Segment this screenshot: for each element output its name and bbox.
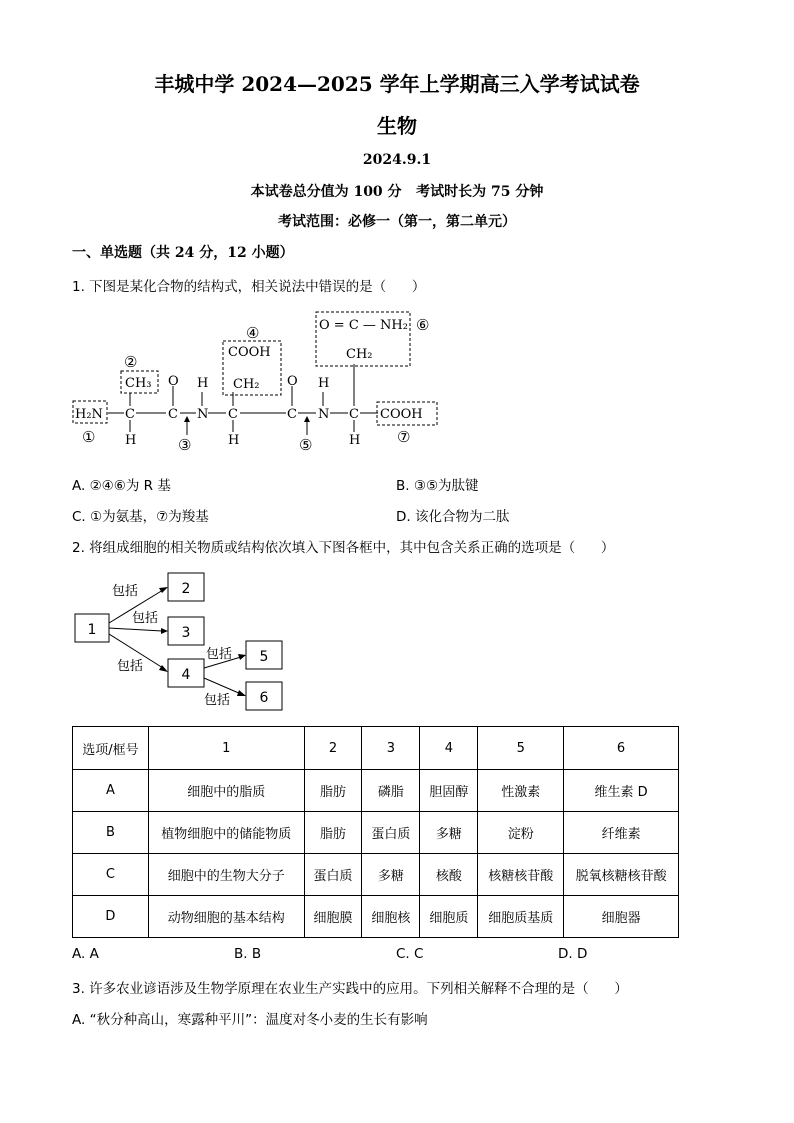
q1-option-c[interactable]: C. ①为氨基，⑦为羧基	[72, 509, 209, 525]
table-cell: 蛋白质	[304, 854, 362, 896]
table-cell: 选项/框号	[73, 727, 149, 770]
amide-n-2: N	[318, 407, 330, 422]
marker-5: ⑤	[299, 436, 313, 454]
side-chain-ch2: CH₂	[233, 377, 260, 392]
table-cell: 脂肪	[304, 770, 362, 812]
amide-n-1: N	[197, 407, 209, 422]
alpha-carbon-1: C	[125, 407, 135, 422]
q1-option-b[interactable]: B. ③⑤为肽键	[396, 478, 479, 494]
table-cell: A	[73, 770, 149, 812]
q1-option-a[interactable]: A. ②④⑥为 R 基	[72, 478, 171, 494]
include-label-3: 包括	[117, 659, 144, 674]
marker-7: ⑦	[397, 428, 411, 446]
q2-option-b[interactable]: B. B	[234, 946, 262, 962]
amide-h-1: H	[197, 376, 209, 391]
marker-1: ①	[82, 428, 96, 446]
box-2-label: 1	[87, 622, 97, 638]
table-cell: 性激素	[478, 770, 564, 812]
table-cell: 3	[362, 727, 420, 770]
table-cell: 维生素 D	[564, 770, 679, 812]
carbonyl-o-2: O	[287, 374, 298, 389]
box-5-label: 5	[259, 649, 269, 665]
inclusion-diagram	[72, 568, 302, 718]
table-cell: 植物细胞中的储能物质	[148, 812, 304, 854]
include-label-5: 包括	[204, 693, 231, 708]
table-cell: 脂肪	[304, 812, 362, 854]
section-heading: 一、单选题（共 24 分，12 小题）	[72, 245, 294, 261]
table-cell: 1	[148, 727, 304, 770]
table-cell: 多糖	[420, 812, 478, 854]
table-cell: 多糖	[362, 854, 420, 896]
table-cell: 细胞质	[420, 896, 478, 938]
q3-stem: 3. 许多农业谚语涉及生物学原理在农业生产实践中的应用。下列相关解释不合理的是（ ）	[72, 981, 628, 997]
side-chain-cooh: COOH	[228, 345, 271, 360]
table-cell: 5	[478, 727, 564, 770]
methyl-group: CH₃	[125, 376, 152, 391]
h-1: H	[125, 433, 137, 448]
exam-date: 2024.9.1	[362, 152, 432, 168]
carboxyl-group: COOH	[380, 407, 423, 422]
table-row	[73, 812, 679, 854]
marker-3: ③	[178, 436, 192, 454]
options-table	[72, 726, 679, 938]
marker-4: ④	[246, 324, 260, 342]
table-cell: 核糖核苷酸	[478, 854, 564, 896]
table-row	[73, 770, 679, 812]
table-cell: 磷脂	[362, 770, 420, 812]
table-cell: 细胞核	[362, 896, 420, 938]
table-cell: 细胞中的脂质	[148, 770, 304, 812]
box-3-label: 3	[181, 625, 191, 641]
table-row	[73, 896, 679, 938]
side-chain-ch2-b: CH₂	[346, 347, 373, 362]
q2-option-a[interactable]: A. A	[72, 946, 99, 962]
carbonyl-c-1: C	[168, 407, 178, 422]
table-cell: 6	[564, 727, 679, 770]
carbonyl-c-2: C	[287, 407, 297, 422]
subject-title: 生物	[377, 114, 417, 138]
table-cell: 细胞器	[564, 896, 679, 938]
q1-option-d[interactable]: D. 该化合物为二肽	[396, 509, 510, 525]
table-cell: B	[73, 812, 149, 854]
table-cell: 动物细胞的基本结构	[148, 896, 304, 938]
exam-title: 丰城中学 2024—2025 学年上学期高三入学考试试卷	[154, 72, 640, 96]
table-row	[73, 854, 679, 896]
carbonyl-o-1: O	[168, 374, 179, 389]
alpha-carbon-3: C	[349, 407, 359, 422]
table-cell: C	[73, 854, 149, 896]
table-cell: 纤维素	[564, 812, 679, 854]
box-6-label: 6	[259, 690, 269, 706]
marker-6: ⑥	[416, 316, 430, 334]
marker-2: ②	[124, 353, 138, 371]
box-4-label: 4	[181, 667, 191, 683]
table-cell: 细胞膜	[304, 896, 362, 938]
include-label-2: 包括	[132, 611, 159, 626]
alpha-carbon-2: C	[228, 407, 238, 422]
table-cell: 2	[304, 727, 362, 770]
amide-h-2: H	[318, 376, 330, 391]
box-1-label: 2	[181, 581, 191, 597]
table-cell: 核酸	[420, 854, 478, 896]
q2-option-c[interactable]: C. C	[396, 946, 424, 962]
h-2: H	[228, 433, 240, 448]
q1-stem: 1. 下图是某化合物的结构式，相关说法中错误的是（ ）	[72, 279, 426, 295]
q3-option-a[interactable]: A. “秋分种高山，寒露种平川”：温度对冬小麦的生长有影响	[72, 1012, 428, 1028]
exam-scope: 考试范围：必修一（第一，第二单元）	[278, 214, 516, 230]
table-cell: 脱氧核糖核苷酸	[564, 854, 679, 896]
h-3: H	[349, 433, 361, 448]
table-cell: 细胞质基质	[478, 896, 564, 938]
structural-formula	[70, 310, 450, 460]
include-label-1: 包括	[112, 584, 139, 599]
side-chain-amide: O = C — NH₂	[319, 318, 408, 333]
table-cell: 胆固醇	[420, 770, 478, 812]
table-cell: D	[73, 896, 149, 938]
q2-stem: 2. 将组成细胞的相关物质或结构依次填入下图各框中，其中包含关系正确的选项是（ ）	[72, 540, 615, 556]
score-time: 本试卷总分值为 100 分 考试时长为 75 分钟	[250, 184, 544, 200]
include-label-4: 包括	[206, 647, 233, 662]
table-cell: 淀粉	[478, 812, 564, 854]
amino-group: H₂N	[75, 407, 103, 422]
table-cell: 4	[420, 727, 478, 770]
table-cell: 细胞中的生物大分子	[148, 854, 304, 896]
q2-option-d[interactable]: D. D	[558, 946, 588, 962]
table-header-row	[73, 727, 679, 770]
table-cell: 蛋白质	[362, 812, 420, 854]
